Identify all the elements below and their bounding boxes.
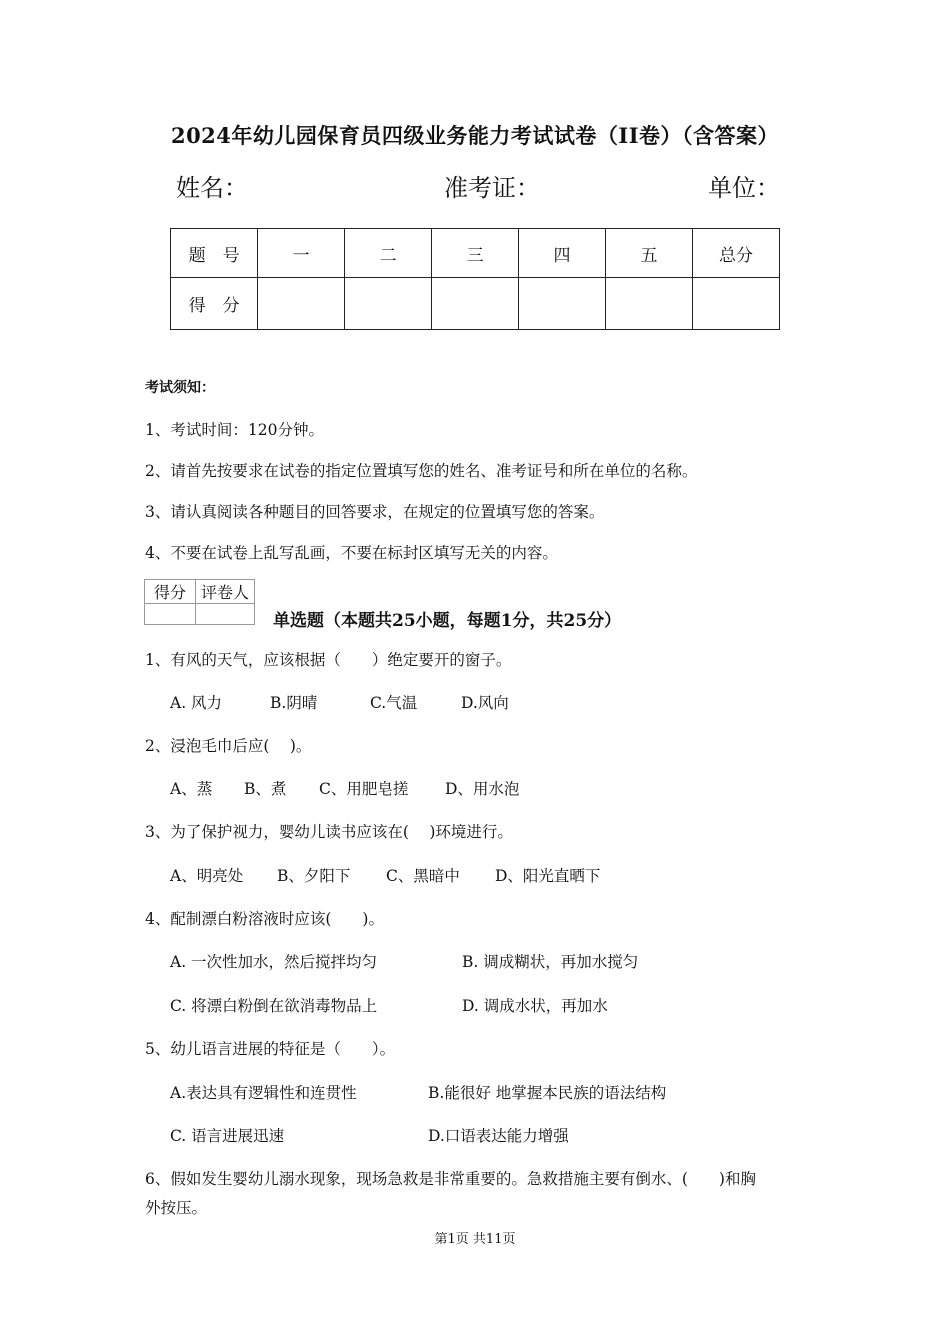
option[interactable]: A、蒸	[170, 780, 213, 798]
score-cell[interactable]	[258, 278, 345, 330]
exam-title: 2024年幼儿园保育员四级业务能力考试试卷（II卷）（含答案）	[170, 123, 780, 148]
option[interactable]: C、黑暗中	[386, 867, 460, 885]
notice-item: 3、请认真阅读各种题目的回答要求，在规定的位置填写您的答案。	[145, 503, 605, 521]
question-stem: 4、配制漂白粉溶液时应该( )。	[145, 910, 384, 928]
option[interactable]: A. 一次性加水，然后搅拌均匀	[170, 953, 378, 971]
section-title: 单选题（本题共25小题，每题1分，共25分）	[273, 611, 622, 631]
grader-name-label: 评卷人	[196, 580, 255, 604]
header-cell: 二	[345, 229, 432, 278]
option[interactable]: C、用肥皂搓	[319, 780, 409, 798]
exam-id-field[interactable]: 准考证：	[444, 174, 540, 202]
option[interactable]: A、明亮处	[170, 867, 244, 885]
question-stem-continued: 外按压。	[145, 1199, 208, 1217]
header-cell: 题 号	[171, 229, 258, 278]
option[interactable]: D.口语表达能力增强	[428, 1127, 569, 1145]
candidate-fields	[176, 168, 780, 208]
question-stem: 3、为了保护视力，婴幼儿读书应该在( )环境进行。	[145, 823, 513, 841]
score-cell[interactable]	[345, 278, 432, 330]
grader-score-label: 得分	[145, 580, 196, 604]
header-cell: 一	[258, 229, 345, 278]
page-footer: 第1页 共11页	[434, 1232, 516, 1247]
notice-item: 4、不要在试卷上乱写乱画，不要在标封区填写无关的内容。	[145, 544, 558, 562]
option[interactable]: D.风向	[461, 694, 509, 712]
score-table-score-row	[171, 278, 780, 330]
grader-name-cell[interactable]	[196, 604, 255, 625]
notice-item: 2、请首先按要求在试卷的指定位置填写您的姓名、准考证号和所在单位的名称。	[145, 462, 698, 480]
score-cell[interactable]	[519, 278, 606, 330]
header-cell: 四	[519, 229, 606, 278]
option[interactable]: D. 调成水状，再加水	[462, 997, 608, 1015]
header-cell: 三	[432, 229, 519, 278]
header-cell: 五	[606, 229, 693, 278]
option[interactable]: C. 语言进展迅速	[170, 1127, 285, 1145]
score-cell[interactable]	[432, 278, 519, 330]
question-stem: 6、假如发生婴幼儿溺水现象，现场急救是非常重要的。急救措施主要有倒水、( )和胸	[145, 1170, 756, 1188]
header-cell: 总分	[692, 229, 779, 278]
option[interactable]: A.表达具有逻辑性和连贯性	[170, 1084, 357, 1102]
notice-item: 1、考试时间：120分钟。	[145, 421, 324, 439]
option[interactable]: C. 将漂白粉倒在欲消毒物品上	[170, 997, 378, 1015]
notice-heading: 考试须知：	[145, 380, 215, 396]
score-cell[interactable]	[606, 278, 693, 330]
name-field[interactable]: 姓名：	[176, 174, 248, 202]
option[interactable]: B、煮	[244, 780, 287, 798]
question-stem: 2、浸泡毛巾后应( )。	[145, 737, 312, 755]
option[interactable]: B. 调成糊状，再加水搅匀	[462, 953, 639, 971]
option[interactable]: D、用水泡	[445, 780, 520, 798]
question-stem: 1、有风的天气，应该根据（ ）绝定要开的窗子。	[145, 651, 512, 669]
grader-box	[144, 579, 255, 625]
grader-score-cell[interactable]	[145, 604, 196, 625]
score-cell[interactable]	[692, 278, 779, 330]
score-table	[170, 228, 780, 330]
unit-field[interactable]: 单位：	[708, 174, 780, 202]
score-table-header-row	[171, 229, 780, 278]
option[interactable]: B.阴晴	[270, 694, 318, 712]
option[interactable]: B、夕阳下	[277, 867, 351, 885]
option[interactable]: D、阳光直晒下	[495, 867, 601, 885]
option[interactable]: C.气温	[370, 694, 418, 712]
option[interactable]: A. 风力	[170, 694, 223, 712]
option[interactable]: B.能很好 地掌握本民族的语法结构	[428, 1084, 667, 1102]
row-label: 得 分	[171, 278, 258, 330]
question-stem: 5、幼儿语言进展的特征是（ ）。	[145, 1040, 396, 1058]
